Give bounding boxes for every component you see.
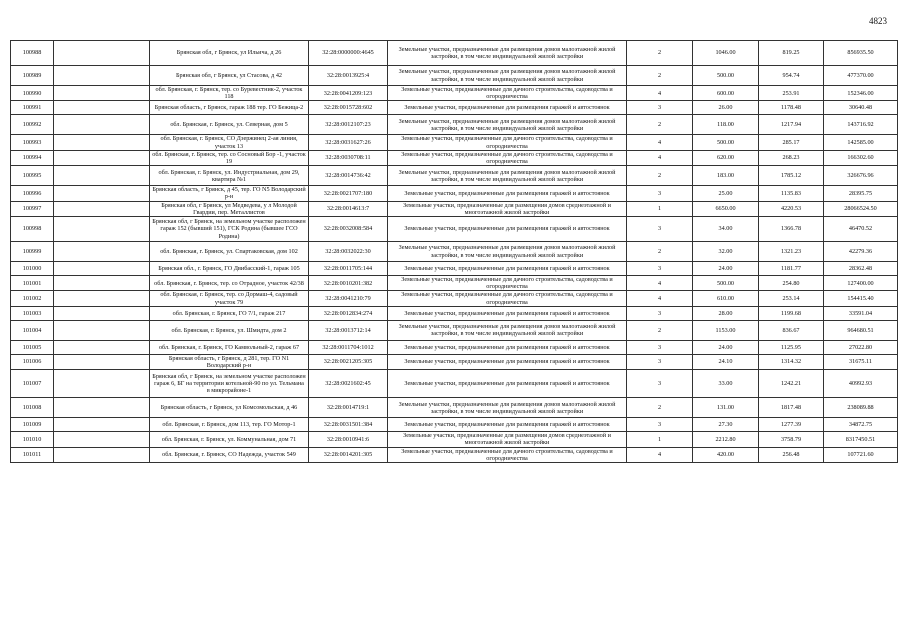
address-cell: обл. Брянская, г. Брянск, ул. Шмидта, дом 2 [150, 320, 309, 340]
row-id-cell: 101005 [11, 340, 54, 354]
cadastral-number-cell: 32:28:0011704:1012 [309, 340, 388, 354]
cadastral-value-cell: 152346.00 [824, 86, 898, 101]
specific-value-cell: 836.67 [759, 320, 824, 340]
cadastral-number-cell: 32:28:0010201:382 [309, 276, 388, 291]
row-id-cell: 100996 [11, 186, 54, 201]
blank-cell [54, 115, 150, 135]
table-row [11, 217, 898, 242]
row-id-cell: 101007 [11, 370, 54, 398]
row-id-cell: 100995 [11, 166, 54, 186]
cadastral-value-cell: 477370.00 [824, 66, 898, 86]
land-use-cell: Земельные участки, предназначенные для размещения гаражей и автостоянок [388, 370, 627, 398]
table-row [11, 135, 898, 150]
area-cell: 500.00 [693, 135, 759, 150]
area-cell: 24.10 [693, 354, 759, 369]
area-cell: 420.00 [693, 447, 759, 462]
table-row [11, 354, 898, 369]
table-row [11, 186, 898, 201]
land-use-cell: Земельные участки, предназначенные для дачного строительства, садоводства и огородничества [388, 135, 627, 150]
address-cell: Брянская обл., г. Брянск, ГО Двибасский-1, гараж 105 [150, 262, 309, 276]
group-cell: 1 [627, 201, 693, 216]
row-id-cell: 100992 [11, 115, 54, 135]
group-cell: 3 [627, 262, 693, 276]
address-cell: Брянская обл, г Брянск, на земельном участке расположен гараж 152 (бывший 151), ГСК Родина (бывшее ГСО Родина) [150, 217, 309, 242]
cadastral-number-cell: 32:28:0012834:274 [309, 306, 388, 320]
land-use-cell: Земельные участки, предназначенные для размещения домов малоэтажной жилой застройки, в том числе индивидуальной жилой застройки [388, 242, 627, 262]
land-use-cell: Земельные участки, предназначенные для дачного строительства, садоводства и огородничества [388, 447, 627, 462]
blank-cell [54, 150, 150, 165]
row-id-cell: 100988 [11, 41, 54, 66]
specific-value-cell: 285.17 [759, 135, 824, 150]
row-id-cell: 100998 [11, 217, 54, 242]
cadastral-value-cell: 166302.60 [824, 150, 898, 165]
area-cell: 27.30 [693, 418, 759, 432]
row-id-cell: 100993 [11, 135, 54, 150]
group-cell: 2 [627, 398, 693, 418]
cadastral-value-table [10, 40, 898, 463]
address-cell: Брянская область, г Брянск, д 281, тер. ГО N1 Володарский р-н [150, 354, 309, 369]
row-id-cell: 100999 [11, 242, 54, 262]
blank-cell [54, 340, 150, 354]
area-cell: 32.00 [693, 242, 759, 262]
group-cell: 4 [627, 276, 693, 291]
area-cell: 183.00 [693, 166, 759, 186]
specific-value-cell: 1366.78 [759, 217, 824, 242]
cadastral-value-cell: 154415.40 [824, 291, 898, 306]
group-cell: 3 [627, 217, 693, 242]
page-number: 4823 [869, 16, 887, 26]
group-cell: 3 [627, 354, 693, 369]
table-row [11, 101, 898, 115]
row-id-cell: 101000 [11, 262, 54, 276]
cadastral-number-cell: 32:28:0014201:305 [309, 447, 388, 462]
address-cell: обл. Брянская, г. Брянск, СО Надежда, участок 549 [150, 447, 309, 462]
cadastral-value-cell: 27022.80 [824, 340, 898, 354]
specific-value-cell: 1817.48 [759, 398, 824, 418]
cadastral-number-cell: 32:28:0014613:7 [309, 201, 388, 216]
table-row [11, 86, 898, 101]
land-use-cell: Земельные участки, предназначенные для размещения домов малоэтажной жилой застройки, в том числе индивидуальной жилой застройки [388, 66, 627, 86]
specific-value-cell: 954.74 [759, 66, 824, 86]
cadastral-value-cell: 31675.11 [824, 354, 898, 369]
table-row [11, 447, 898, 462]
address-cell: обл. Брянская, г. Брянск, ул. Спартаковская, дом 102 [150, 242, 309, 262]
table-row [11, 398, 898, 418]
table-row [11, 115, 898, 135]
blank-cell [54, 217, 150, 242]
address-cell: обл. Брянская, г. Брянск, дом 113, тер. ГО Мотор-1 [150, 418, 309, 432]
group-cell: 3 [627, 418, 693, 432]
table-row [11, 418, 898, 432]
specific-value-cell: 819.25 [759, 41, 824, 66]
group-cell: 2 [627, 41, 693, 66]
cadastral-value-cell: 28362.48 [824, 262, 898, 276]
land-use-cell: Земельные участки, предназначенные для размещения гаражей и автостоянок [388, 217, 627, 242]
blank-cell [54, 418, 150, 432]
address-cell: обл. Брянская, г. Брянск, ГО 7/1, гараж 217 [150, 306, 309, 320]
table-row [11, 41, 898, 66]
land-use-cell: Земельные участки, предназначенные для размещения гаражей и автостоянок [388, 262, 627, 276]
table-body [11, 41, 898, 463]
blank-cell [54, 186, 150, 201]
address-cell: обл. Брянская, г. Брянск, ул. Коммунальная, дом 71 [150, 432, 309, 447]
group-cell: 2 [627, 320, 693, 340]
cadastral-number-cell: 32:28:0030708:11 [309, 150, 388, 165]
cadastral-number-cell: 32:28:0031501:384 [309, 418, 388, 432]
specific-value-cell: 1277.39 [759, 418, 824, 432]
blank-cell [54, 276, 150, 291]
specific-value-cell: 268.23 [759, 150, 824, 165]
group-cell: 2 [627, 115, 693, 135]
group-cell: 1 [627, 432, 693, 447]
row-id-cell: 101002 [11, 291, 54, 306]
address-cell: Брянская обл, г Брянск, ул Медведева, у л Молодой Гвардии, пер. Металлистов [150, 201, 309, 216]
cadastral-number-cell: 32:28:0021707:180 [309, 186, 388, 201]
table-row [11, 370, 898, 398]
table-row [11, 242, 898, 262]
specific-value-cell: 1217.94 [759, 115, 824, 135]
area-cell: 24.00 [693, 262, 759, 276]
group-cell: 2 [627, 166, 693, 186]
cadastral-number-cell: 32:28:0012107:23 [309, 115, 388, 135]
address-cell: обл. Брянская, г. Брянск, ГО Камвольный-2, гараж 67 [150, 340, 309, 354]
address-cell: Брянская обл, г Брянск, ул Ильича, д 26 [150, 41, 309, 66]
land-use-cell: Земельные участки, предназначенные для размещения гаражей и автостоянок [388, 101, 627, 115]
area-cell: 500.00 [693, 276, 759, 291]
row-id-cell: 101008 [11, 398, 54, 418]
cadastral-value-cell: 33591.04 [824, 306, 898, 320]
group-cell: 2 [627, 242, 693, 262]
blank-cell [54, 242, 150, 262]
area-cell: 28.00 [693, 306, 759, 320]
cadastral-value-cell: 42279.36 [824, 242, 898, 262]
land-use-cell: Земельные участки, предназначенные для дачного строительства, садоводства и огородничества [388, 86, 627, 101]
land-use-cell: Земельные участки, предназначенные для размещения гаражей и автостоянок [388, 340, 627, 354]
specific-value-cell: 256.48 [759, 447, 824, 462]
blank-cell [54, 432, 150, 447]
address-cell: обл. Брянская, г. Брянск, ул. Индустриальная, дом 29, квартира №1 [150, 166, 309, 186]
blank-cell [54, 166, 150, 186]
blank-cell [54, 201, 150, 216]
blank-cell [54, 66, 150, 86]
address-cell: Брянская область, г Брянск, ул Комсомольская, д 46 [150, 398, 309, 418]
cadastral-value-cell: 964680.51 [824, 320, 898, 340]
row-id-cell: 100994 [11, 150, 54, 165]
table-row [11, 262, 898, 276]
cadastral-value-cell: 8317450.51 [824, 432, 898, 447]
area-cell: 118.00 [693, 115, 759, 135]
group-cell: 2 [627, 66, 693, 86]
cadastral-number-cell: 32:28:0000000:4645 [309, 41, 388, 66]
cadastral-number-cell: 32:28:0031627:26 [309, 135, 388, 150]
area-cell: 33.00 [693, 370, 759, 398]
land-use-cell: Земельные участки, предназначенные для размещения гаражей и автостоянок [388, 354, 627, 369]
cadastral-value-cell: 238089.88 [824, 398, 898, 418]
area-cell: 34.00 [693, 217, 759, 242]
area-cell: 6650.00 [693, 201, 759, 216]
cadastral-value-cell: 46470.52 [824, 217, 898, 242]
group-cell: 4 [627, 135, 693, 150]
land-use-cell: Земельные участки, предназначенные для размещения гаражей и автостоянок [388, 306, 627, 320]
area-cell: 2212.80 [693, 432, 759, 447]
area-cell: 1153.00 [693, 320, 759, 340]
land-use-cell: Земельные участки, предназначенные для размещения домов малоэтажной жилой застройки, в том числе индивидуальной жилой застройки [388, 166, 627, 186]
cadastral-number-cell: 32:28:0032022:30 [309, 242, 388, 262]
area-cell: 620.00 [693, 150, 759, 165]
specific-value-cell: 4220.53 [759, 201, 824, 216]
cadastral-value-cell: 28066524.50 [824, 201, 898, 216]
group-cell: 4 [627, 291, 693, 306]
land-use-cell: Земельные участки, предназначенные для дачного строительства, садоводства и огородничества [388, 291, 627, 306]
blank-cell [54, 262, 150, 276]
row-id-cell: 101003 [11, 306, 54, 320]
row-id-cell: 101011 [11, 447, 54, 462]
cadastral-number-cell: 32:28:0041210:79 [309, 291, 388, 306]
cadastral-value-cell: 142585.00 [824, 135, 898, 150]
specific-value-cell: 1321.23 [759, 242, 824, 262]
address-cell: обл. Брянская, г. Брянск, СО Дзержинец 2-ая линия, участок 13 [150, 135, 309, 150]
area-cell: 24.00 [693, 340, 759, 354]
row-id-cell: 101001 [11, 276, 54, 291]
blank-cell [54, 320, 150, 340]
blank-cell [54, 101, 150, 115]
land-use-cell: Земельные участки, предназначенные для дачного строительства, садоводства и огородничества [388, 150, 627, 165]
row-id-cell: 100989 [11, 66, 54, 86]
land-use-cell: Земельные участки, предназначенные для размещения домов малоэтажной жилой застройки, в том числе индивидуальной жилой застройки [388, 41, 627, 66]
cadastral-value-cell: 30640.48 [824, 101, 898, 115]
land-use-cell: Земельные участки, предназначенные для размещения гаражей и автостоянок [388, 418, 627, 432]
land-use-cell: Земельные участки, предназначенные для размещения домов малоэтажной жилой застройки, в том числе индивидуальной жилой застройки [388, 320, 627, 340]
cadastral-number-cell: 32:28:0013925:4 [309, 66, 388, 86]
row-id-cell: 100990 [11, 86, 54, 101]
table-row [11, 320, 898, 340]
table-row [11, 66, 898, 86]
specific-value-cell: 1199.68 [759, 306, 824, 320]
cadastral-number-cell: 32:28:0015728:602 [309, 101, 388, 115]
specific-value-cell: 1135.83 [759, 186, 824, 201]
table-row [11, 432, 898, 447]
group-cell: 4 [627, 447, 693, 462]
row-id-cell: 100997 [11, 201, 54, 216]
row-id-cell: 101004 [11, 320, 54, 340]
address-cell: Брянская область, г Брянск, д 45, тер. ГО N5 Володарский р-н [150, 186, 309, 201]
area-cell: 25.00 [693, 186, 759, 201]
area-cell: 500.00 [693, 66, 759, 86]
table-row [11, 340, 898, 354]
specific-value-cell: 1785.12 [759, 166, 824, 186]
table-row [11, 276, 898, 291]
specific-value-cell: 254.80 [759, 276, 824, 291]
area-cell: 131.00 [693, 398, 759, 418]
specific-value-cell: 1178.48 [759, 101, 824, 115]
address-cell: Брянская область, г Брянск, гараж 188 тер. ГО Бежица-2 [150, 101, 309, 115]
row-id-cell: 100991 [11, 101, 54, 115]
group-cell: 4 [627, 150, 693, 165]
group-cell: 3 [627, 101, 693, 115]
blank-cell [54, 306, 150, 320]
cadastral-number-cell: 32:28:0010941:6 [309, 432, 388, 447]
table-row [11, 150, 898, 165]
cadastral-number-cell: 32:28:0021205:305 [309, 354, 388, 369]
cadastral-number-cell: 32:28:0011705:144 [309, 262, 388, 276]
specific-value-cell: 1314.32 [759, 354, 824, 369]
cadastral-value-cell: 326676.96 [824, 166, 898, 186]
area-cell: 26.00 [693, 101, 759, 115]
land-use-cell: Земельные участки, предназначенные для размещения домов среднеэтажной и многоэтажной жилой застройки [388, 201, 627, 216]
blank-cell [54, 354, 150, 369]
area-cell: 1046.00 [693, 41, 759, 66]
cadastral-number-cell: 32:28:0014719:1 [309, 398, 388, 418]
area-cell: 610.00 [693, 291, 759, 306]
blank-cell [54, 398, 150, 418]
group-cell: 4 [627, 86, 693, 101]
cadastral-value-cell: 127400.00 [824, 276, 898, 291]
table-row [11, 166, 898, 186]
blank-cell [54, 291, 150, 306]
land-use-cell: Земельные участки, предназначенные для размещения гаражей и автостоянок [388, 186, 627, 201]
specific-value-cell: 1242.21 [759, 370, 824, 398]
specific-value-cell: 253.91 [759, 86, 824, 101]
land-use-cell: Земельные участки, предназначенные для размещения домов среднеэтажной и многоэтажной жилой застройки [388, 432, 627, 447]
cadastral-value-cell: 856935.50 [824, 41, 898, 66]
table-row [11, 201, 898, 216]
row-id-cell: 101010 [11, 432, 54, 447]
specific-value-cell: 1125.95 [759, 340, 824, 354]
group-cell: 3 [627, 340, 693, 354]
cadastral-value-cell: 28395.75 [824, 186, 898, 201]
cadastral-value-cell: 107721.60 [824, 447, 898, 462]
cadastral-number-cell: 32:28:0014736:42 [309, 166, 388, 186]
group-cell: 3 [627, 370, 693, 398]
row-id-cell: 101009 [11, 418, 54, 432]
blank-cell [54, 370, 150, 398]
land-use-cell: Земельные участки, предназначенные для размещения домов малоэтажной жилой застройки, в том числе индивидуальной жилой застройки [388, 398, 627, 418]
address-cell: обл. Брянская, г. Брянск, ул. Северная, дом 5 [150, 115, 309, 135]
blank-cell [54, 447, 150, 462]
cadastral-number-cell: 32:28:0013712:14 [309, 320, 388, 340]
specific-value-cell: 253.14 [759, 291, 824, 306]
cadastral-number-cell: 32:28:0021602:45 [309, 370, 388, 398]
cadastral-number-cell: 32:28:0041209:123 [309, 86, 388, 101]
cadastral-value-cell: 40992.93 [824, 370, 898, 398]
specific-value-cell: 3758.79 [759, 432, 824, 447]
blank-cell [54, 86, 150, 101]
land-use-cell: Земельные участки, предназначенные для размещения домов малоэтажной жилой застройки, в том числе индивидуальной жилой застройки [388, 115, 627, 135]
group-cell: 3 [627, 186, 693, 201]
row-id-cell: 101006 [11, 354, 54, 369]
cadastral-number-cell: 32:28:0032008:584 [309, 217, 388, 242]
group-cell: 3 [627, 306, 693, 320]
table-row [11, 306, 898, 320]
cadastral-value-cell: 34872.75 [824, 418, 898, 432]
address-cell: обл. Брянская, г. Брянск, тер. со Дормаш-4, садовый участок 79 [150, 291, 309, 306]
address-cell: обл. Брянская, г. Брянск, тер. со Сосновый Бор -1, участок 19 [150, 150, 309, 165]
land-use-cell: Земельные участки, предназначенные для дачного строительства, садоводства и огородничества [388, 276, 627, 291]
specific-value-cell: 1181.77 [759, 262, 824, 276]
cadastral-value-cell: 143716.92 [824, 115, 898, 135]
address-cell: Брянская обл, г Брянск, ул Стасова, д 42 [150, 66, 309, 86]
area-cell: 600.00 [693, 86, 759, 101]
address-cell: Брянская обл, г Брянск, на земельном участке расположен гараж 6, БГ на территории котельной-90 по ул. Тельмана в микрорайоне-1 [150, 370, 309, 398]
address-cell: обл. Брянская, г. Брянск, тер. со Буревестник-2, участок 118 [150, 86, 309, 101]
blank-cell [54, 41, 150, 66]
table-row [11, 291, 898, 306]
address-cell: обл. Брянская, г. Брянск, тер. со Отрадное, участок 42/38 [150, 276, 309, 291]
blank-cell [54, 135, 150, 150]
